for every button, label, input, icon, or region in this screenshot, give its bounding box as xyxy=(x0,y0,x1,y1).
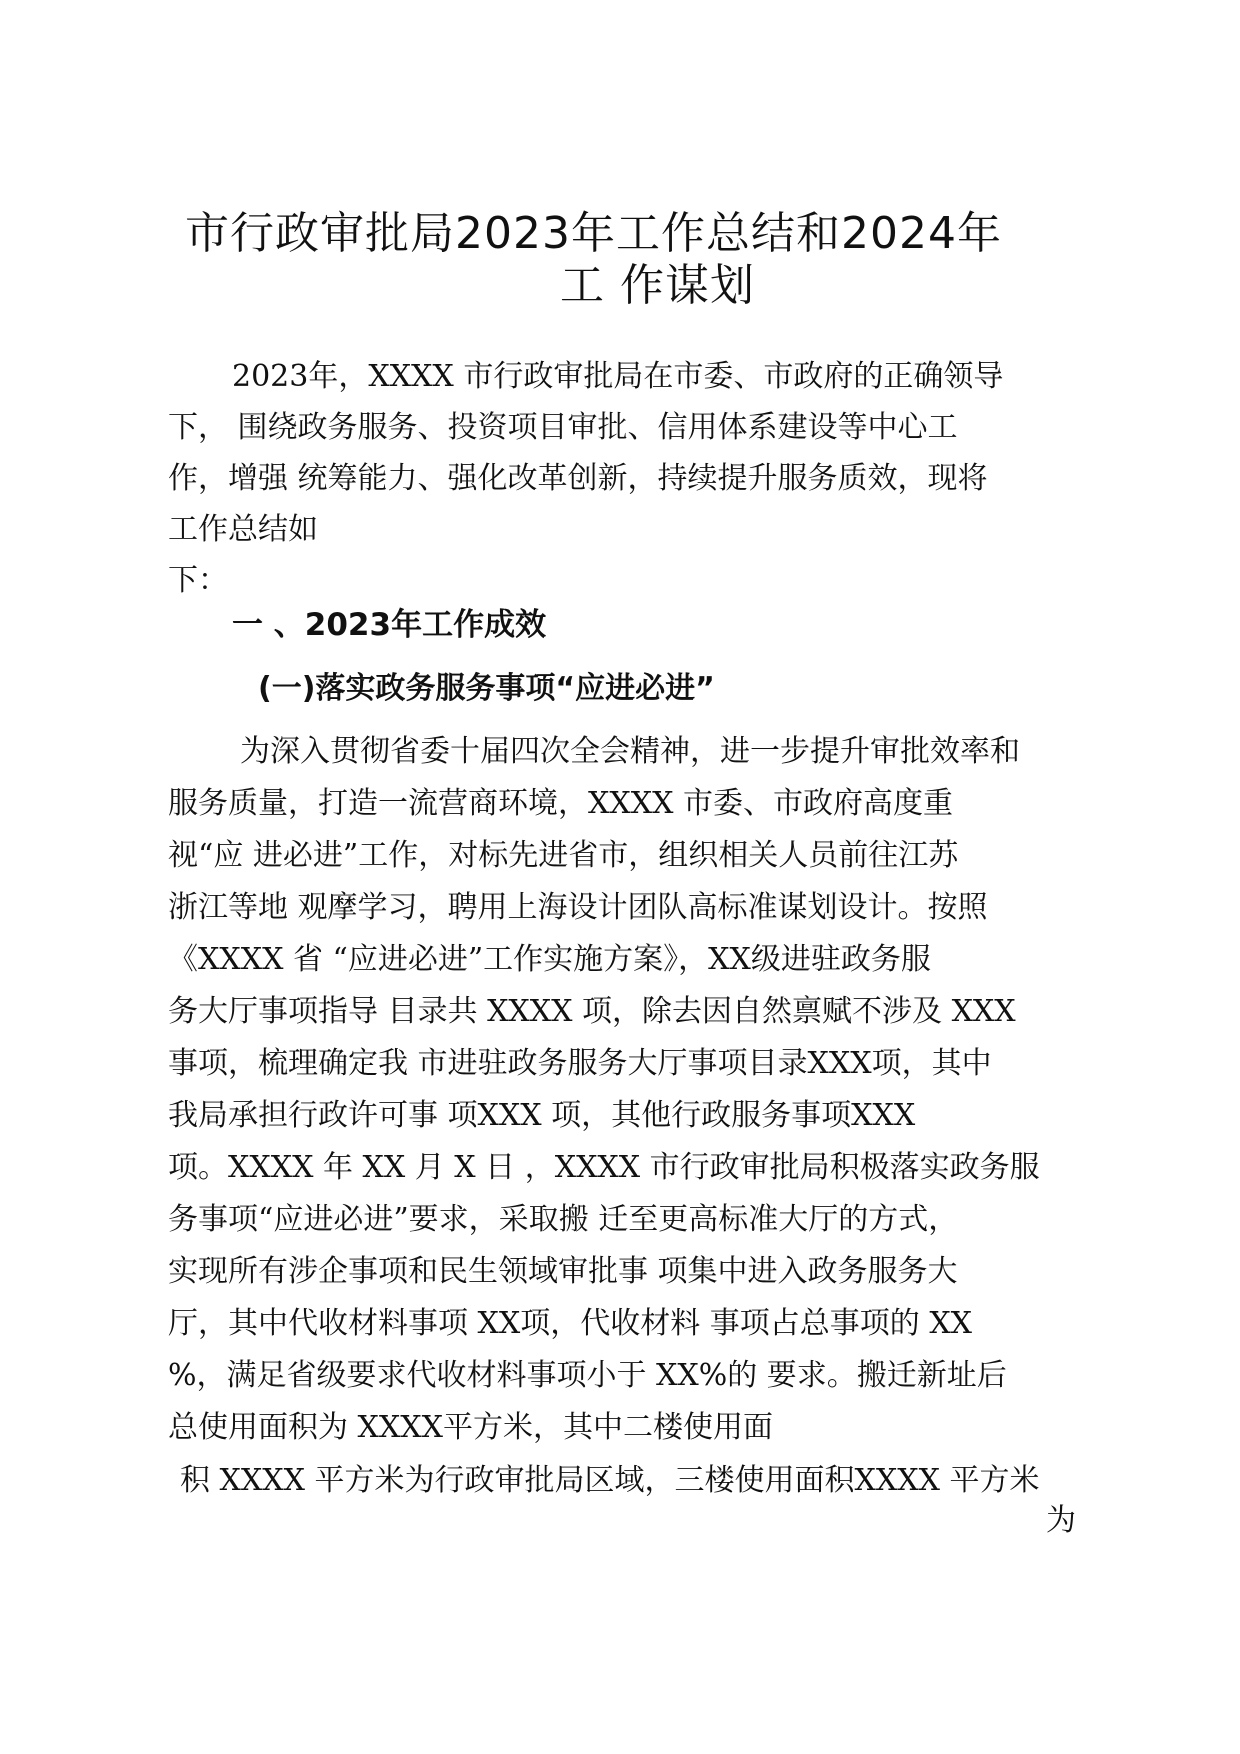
body-line: 务事项“应进必进”要求，采取搬 迁至更高标准大厅的方式， xyxy=(168,1202,959,1237)
body-line: 服务质量，打造一流营商环境，XXXX 市委、市政府高度重 xyxy=(168,786,953,821)
body-line: 积 XXXX 平方米为行政审批局区域，三楼使用面积XXXX 平方米 xyxy=(180,1463,1040,1498)
body-line: 浙江等地 观摩学习，聘用上海设计团队高标准谋划设计。按照 xyxy=(168,890,988,925)
body-line: 总使用面积为 XXXX平方米，其中二楼使用面 xyxy=(168,1410,773,1445)
body-line: 我局承担行政许可事 项XXX 项，其他行政服务事项XXX xyxy=(168,1098,916,1133)
intro-line: 作，增强 统筹能力、强化改革创新，持续提升服务质效，现将 xyxy=(168,461,988,496)
body-line: 项。XXXX 年 XX 月 X 日 ，XXXX 市行政审批局积极落实政务服 xyxy=(168,1150,1040,1185)
body-line: 务大厅事项指导 目录共 XXXX 项，除去因自然禀赋不涉及 XXX xyxy=(168,994,1016,1029)
subsection-heading: (一)落实政务服务事项“应进必进” xyxy=(258,671,715,706)
intro-line: 工作总结如 xyxy=(168,512,318,547)
body-line: 视“应 进必进”工作，对标先进省市，组织相关人员前往江苏 xyxy=(168,838,959,873)
document-title-line-2: 工 作谋划 xyxy=(560,260,755,311)
body-line: %，满足省级要求代收材料事项小于 XX%的 要求。搬迁新址后 xyxy=(168,1358,1007,1393)
document-title-line-1: 市行政审批局2023年工作总结和2024年 xyxy=(185,208,1002,259)
body-line: 事项，梳理确定我 市进驻政务服务大厅事项目录XXX项，其中 xyxy=(168,1046,992,1081)
intro-line: 下： xyxy=(168,563,228,598)
body-line: 厅，其中代收材料事项 XX项，代收材料 事项占总事项的 XX xyxy=(168,1306,973,1341)
body-line: 《XXXX 省 “应进必进”工作实施方案》，XX级进驻政务服 xyxy=(168,942,931,977)
body-line: 实现所有涉企事项和民生领域审批事 项集中进入政务服务大 xyxy=(168,1254,958,1289)
body-line: 为 xyxy=(1046,1503,1076,1538)
intro-line: 2023年，XXXX 市行政审批局在市委、市政府的正确领导 xyxy=(232,359,1004,394)
section-heading: 一 、2023年工作成效 xyxy=(232,607,547,643)
body-line: 为深入贯彻省委十届四次全会精神，进一步提升审批效率和 xyxy=(240,734,1020,769)
intro-line: 下， 围绕政务服务、投资项目审批、信用体系建设等中心工 xyxy=(168,410,958,445)
